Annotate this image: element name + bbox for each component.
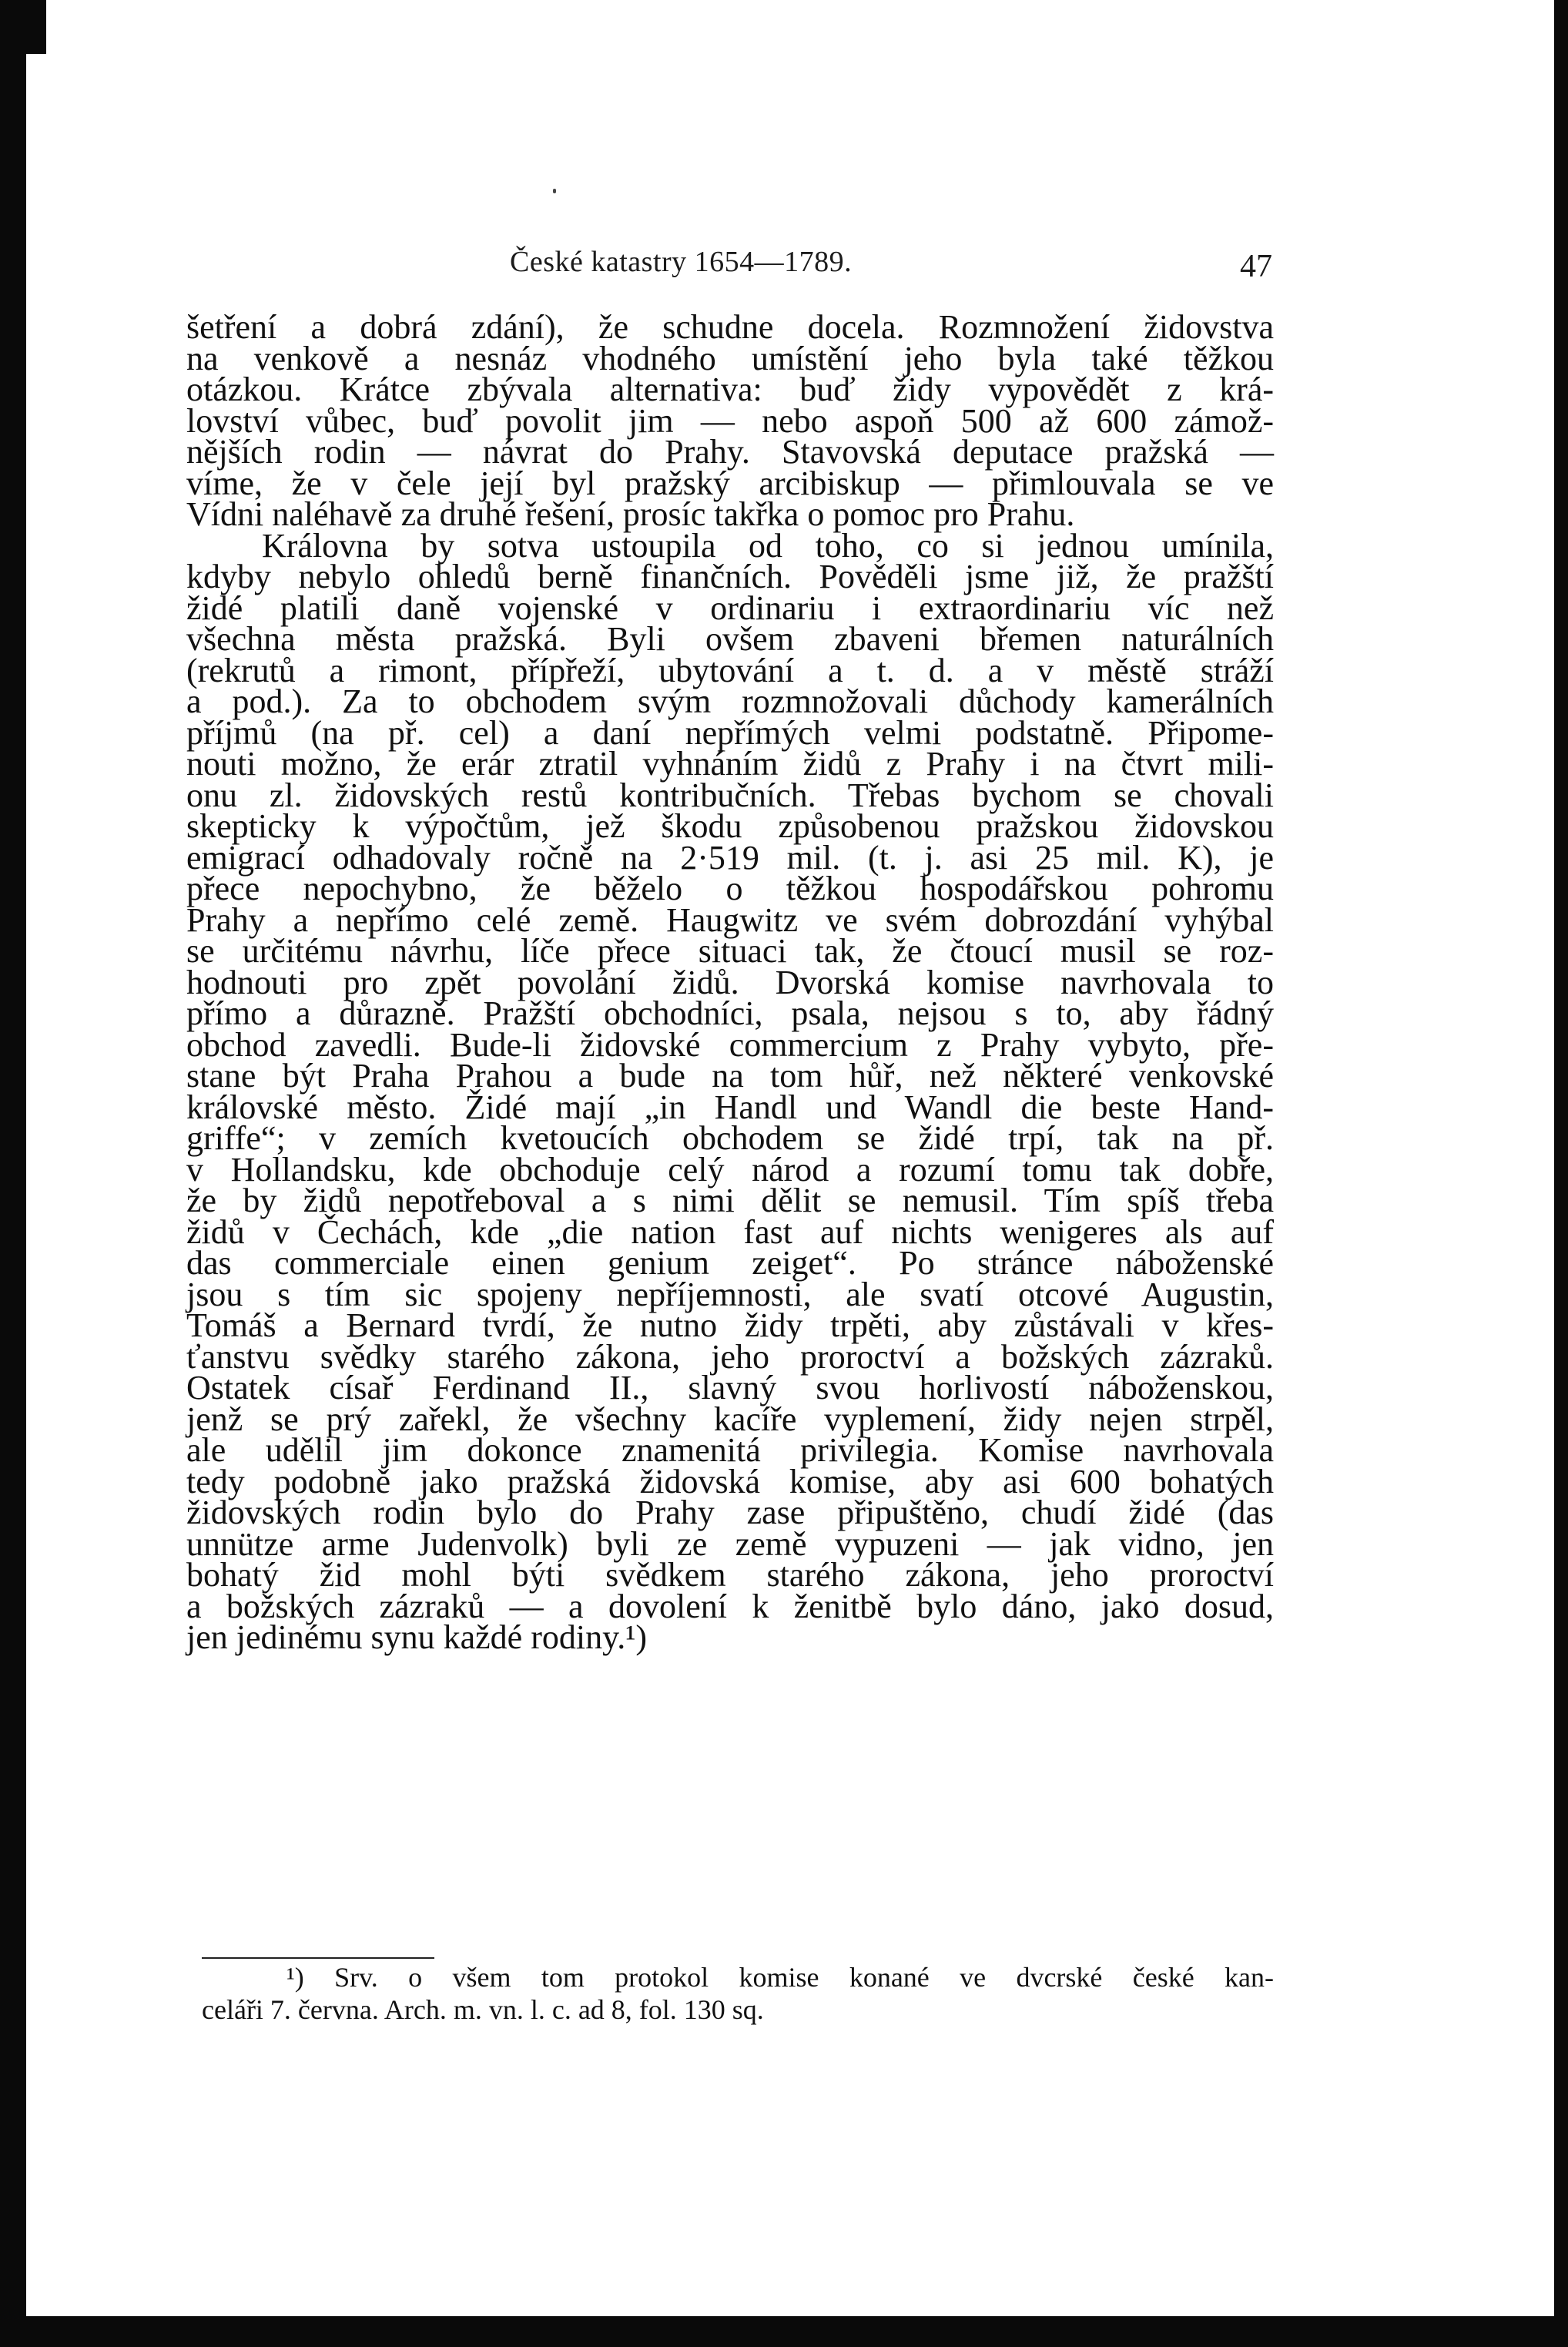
text-line: královské město. Židé mají „in Handl und Wandl die beste Hand- xyxy=(186,1088,1274,1126)
text-line: všechna města pražská. Byli ovšem zbaveni břemen naturálních xyxy=(186,620,1274,658)
text-line: otázkou. Krátce zbývala alternativa: buď židy vypovědět z krá- xyxy=(186,370,1274,408)
text-line: jenž se prý zařekl, že všechny kacíře vyplemení, židy nejen strpěl, xyxy=(186,1400,1274,1438)
text-line: nouti možno, že erár ztratil vyhnáním židů z Prahy i na čtvrt mili- xyxy=(186,745,1274,783)
text-line: a božských zázraků — a dovolení k ženitbě bylo dáno, jako dosud, xyxy=(186,1587,1274,1625)
page-number: 47 xyxy=(1240,249,1272,284)
text-line: bohatý žid mohl býti svědkem starého zákona, jeho proroctví xyxy=(186,1556,1274,1594)
page-header xyxy=(186,245,1272,291)
footnote-separator xyxy=(202,1957,434,1959)
text-line: se určitému návrhu, líče přece situaci tak, že čtoucí musil se roz- xyxy=(186,932,1274,970)
scan-border-left xyxy=(0,0,26,2347)
scan-border-corner xyxy=(0,0,46,54)
text-line: jen jedinému synu každé rodiny.¹) xyxy=(186,1618,648,1656)
text-line: Tomáš a Bernard tvrdí, že nutno židy trpěti, aby zůstávali v křes- xyxy=(186,1306,1274,1344)
text-line: ťanstvu svědky starého zákona, jeho proroctví a božských zázraků. xyxy=(186,1337,1274,1376)
text-line: obchod zavedli. Bude-li židovské commercium z Prahy vybyto, pře- xyxy=(186,1025,1274,1064)
text-line: tedy podobně jako pražská židovská komise, aby asi 600 bohatých xyxy=(186,1462,1274,1500)
footnote-line: celáři 7. června. Arch. m. vn. l. c. ad 8, fol. 130 sq. xyxy=(202,1994,764,2025)
text-line: šetření a dobrá zdání), že schudne docela. Rozmnožení židovstva xyxy=(186,308,1274,346)
footnote xyxy=(202,1961,1274,2026)
text-line: Ostatek císař Ferdinand II., slavný svou horlivostí náboženskou, xyxy=(186,1369,1274,1407)
text-line: přece nepochybno, že běželo o těžkou hospodářskou pohromu xyxy=(186,870,1274,907)
scan-border-bottom xyxy=(0,2316,1568,2347)
text-line: unnütze arme Judenvolk) byli ze země vypuzeni — jak vidno, jen xyxy=(186,1524,1274,1563)
scan-border-right xyxy=(1554,0,1568,2347)
text-line: židů v Čechách, kde „die nation fast auf nichts wenigeres als auf xyxy=(186,1212,1274,1251)
text-line: a pod.). Za to obchodem svým rozmnožovali důchody kamerálních xyxy=(186,682,1274,720)
text-line: na venkově a nesnáz vhodného umístění jeho byla také těžkou xyxy=(186,339,1274,377)
text-line: v Hollandsku, kde obchoduje celý národ a rozumí tomu tak dobře, xyxy=(186,1150,1274,1189)
text-line: přímo a důrazně. Pražští obchodníci, psala, nejsou s to, aby řádný xyxy=(186,994,1274,1032)
text-line: stane být Praha Prahou a bude na tom hůř, než některé venkovské xyxy=(186,1057,1274,1095)
text-line: lovství vůbec, buď povolit jim — nebo aspoň 500 až 600 zámož- xyxy=(186,401,1274,440)
text-line: nějších rodin — návrat do Prahy. Stavovská deputace pražská — xyxy=(186,433,1274,471)
text-line: onu zl. židovských restů kontribučních. Třebas bychom se chovali xyxy=(186,776,1274,814)
text-line: příjmů (na př. cel) a daní nepřímých velmi podstatně. Připome- xyxy=(186,713,1274,752)
text-line: Královna by sotva ustoupila od toho, co si jednou umínila, xyxy=(262,526,1274,565)
text-line: jsou s tím sic spojeny nepříjemnosti, ale svatí otcové Augustin, xyxy=(186,1275,1274,1313)
text-line: že by židů nepotřeboval a s nimi dělit se nemusil. Tím spíš třeba xyxy=(186,1182,1274,1219)
text-line: hodnouti pro zpět povolání židů. Dvorská komise navrhovala to xyxy=(186,963,1274,1001)
text-line: Prahy a nepřímo celé země. Haugwitz ve svém dobrozdání vyhýbal xyxy=(186,900,1274,939)
body-text xyxy=(186,308,1274,1656)
text-line: das commerciale einen genium zeiget“. Po stránce náboženské xyxy=(186,1244,1274,1282)
text-line: kdyby nebylo ohledů berně finančních. Pověděli jsme již, že pražští xyxy=(186,558,1274,595)
text-line: židovských rodin bylo do Prahy zase připuštěno, chudí židé (das xyxy=(186,1494,1274,1531)
text-line: židé platili daně vojenské v ordinariu i extraordinariu víc než xyxy=(186,588,1274,627)
footnote-line: ¹) Srv. o všem tom protokol komise konané ve dvcrské české kan- xyxy=(286,1962,1274,1993)
scan-speck xyxy=(553,189,556,193)
text-line: emigrací odhadovaly ročně na 2·519 mil. (t. j. asi 25 mil. K), je xyxy=(186,838,1274,877)
text-line: víme, že v čele její byl pražský arcibiskup — přimlouvala se ve xyxy=(186,464,1274,502)
text-line: ale udělil jim dokonce znamenitá privilegia. Komise navrhovala xyxy=(186,1431,1274,1469)
running-title: České katastry 1654—1789. xyxy=(510,246,853,278)
text-line: (rekrutů a rimont, přípřeží, ubytování a t. d. a v městě stráží xyxy=(186,651,1274,689)
text-line: griffe“; v zemích kvetoucích obchodem se židé trpí, tak na př. xyxy=(186,1119,1274,1157)
text-line: Vídni naléhavě za druhé řešení, prosíc takřka o pomoc pro Prahu. xyxy=(186,495,1075,533)
text-line: skepticky k výpočtům, jež škodu způsobenou pražskou židovskou xyxy=(186,807,1274,845)
